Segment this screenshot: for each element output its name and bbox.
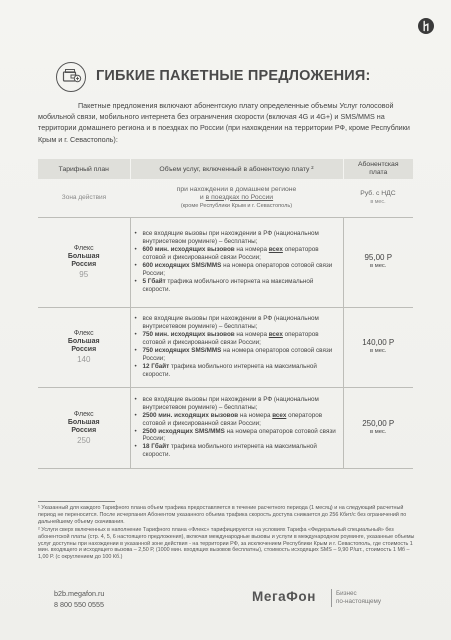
zone-line-2-link: в поездках по России bbox=[205, 193, 274, 201]
plan-name-cell bbox=[38, 387, 130, 468]
list-item: • 600 исходящих SMS/MMS на номера операторов сотовой связи России; bbox=[134, 262, 339, 278]
plan-period: в мес. bbox=[370, 263, 387, 269]
plan-name-line-2: Россия bbox=[71, 261, 97, 268]
zone-description bbox=[130, 179, 343, 217]
list-item: • 750 мин. исходящих вызовов на номера всех операторов сотовой и фиксированной связи России; bbox=[134, 331, 339, 347]
plan-name-cell bbox=[38, 307, 130, 387]
plans-table bbox=[38, 159, 413, 469]
zone-row bbox=[38, 179, 413, 217]
plan-name-line-1: Большая bbox=[67, 253, 100, 260]
zone-label: Зона действия bbox=[61, 194, 107, 202]
plan-features-cell bbox=[130, 307, 343, 387]
feature-list bbox=[134, 315, 339, 379]
plan-features-cell bbox=[130, 217, 343, 307]
plan-price-cell bbox=[343, 387, 413, 468]
intro-paragraph: Пакетные предложения включают абонентскую плату определенные объемы Услуг голосовой мобильной связи, мобильного интернета без ограничения скорости (включая 4G и 4G+) и SMS/MMS на территории домашнего региона и в поездках по России (при нахождении на территории РФ, кроме Республики Крым и г. Севастополь): bbox=[38, 101, 410, 144]
wallet-icon bbox=[56, 62, 86, 92]
fee-unit: Руб. с НДС bbox=[360, 189, 396, 197]
list-item: • 18 Гбайт трафика мобильного интернета на максимальной скорости. bbox=[134, 443, 339, 459]
plan-number: 250 bbox=[77, 435, 91, 445]
plan-name-line-1: Большая bbox=[67, 338, 100, 345]
plan-name-line-1: Большая bbox=[67, 418, 100, 426]
plan-price: 250,00 Р bbox=[362, 418, 395, 428]
plan-prefix: Флекс bbox=[73, 330, 94, 337]
tagline-line-1: Бизнес bbox=[336, 590, 357, 597]
zone-line-3: (кроме Республики Крым и г. Севастополь) bbox=[180, 202, 293, 209]
col-services-header: Объем услуг, включенный в абонентскую плату ² bbox=[130, 159, 343, 179]
list-item: • 12 Гбайт трафика мобильного интернета на максимальной скорости. bbox=[134, 363, 339, 379]
col-plan-header: Тарифный план bbox=[38, 159, 130, 179]
plan-price: 140,00 Р bbox=[362, 338, 395, 347]
feature-list bbox=[134, 230, 339, 294]
plan-price: 95,00 Р bbox=[364, 253, 393, 262]
contacts bbox=[54, 588, 104, 610]
footnote-divider bbox=[38, 501, 115, 502]
plan-period: в мес. bbox=[370, 428, 387, 435]
col-fee-header bbox=[343, 159, 413, 179]
brand-tagline bbox=[336, 590, 381, 606]
table-header-row bbox=[38, 159, 413, 179]
plan-prefix: Флекс bbox=[73, 245, 94, 252]
plan-prefix: Флекс bbox=[73, 410, 94, 418]
brand-divider bbox=[331, 589, 332, 607]
plan-features-cell bbox=[130, 387, 343, 468]
col-fee-line-2: плата bbox=[369, 169, 388, 176]
footnote-2: ² Услуги сверх включенных в наполнение Тарифного плана «Флекс» тарифицируются на условиях Тарифа «Федеральный специальный» без абонентской платы (стр. 4, 5, 6 настоящего предложения), включая международные вызовы и услуги в международном роуминге, указанные объемы услуг доступны при нахождении в указанной зоне действия - на территории РФ, за исключением Республики Крым и г. Севастополь, где стоимость 1 мин. входящего и исходящего вызова – 2,50 Р, (1000 мин. входящих вызовов бесплатны), стоимость исходящих SMS – 9,90 Р/шт., стоимость 1 Мб – 1,00 Р. (с округлением до 100 Кб.) bbox=[38, 526, 415, 561]
section-header bbox=[56, 62, 396, 92]
plan-price-cell bbox=[343, 307, 413, 387]
list-item: • 5 Гбайт трафика мобильного интернета на максимальной скорости. bbox=[134, 278, 339, 294]
table-row bbox=[38, 307, 413, 387]
zone-line-1: при нахождении в домашнем регионе bbox=[176, 185, 297, 193]
table-bottom-rule bbox=[38, 468, 413, 469]
phone-number[interactable]: 8 800 550 0555 bbox=[54, 600, 104, 609]
website-link[interactable]: b2b.megafon.ru bbox=[54, 589, 105, 598]
plan-name-cell bbox=[38, 217, 130, 307]
footnotes bbox=[38, 505, 418, 562]
table-row bbox=[38, 217, 413, 307]
plan-name-line-2: Россия bbox=[71, 346, 97, 353]
footnote-1: ¹ Указанный для каждого Тарифного плана объем трафика предоставляется в течение расчетного периода (1 месяц) и на следующий расчетный период не переносится. После исчерпания Абонентом указанного объема трафика скорость доступа снижается до 256 Кбит/с без ограничений по дальнейшему объему скачивания. bbox=[38, 505, 407, 525]
brand-logo-text: МегаФон bbox=[252, 589, 317, 604]
page-title: ГИБКИЕ ПАКЕТНЫЕ ПРЕДЛОЖЕНИЯ: bbox=[96, 68, 371, 84]
feature-list bbox=[134, 396, 339, 460]
plan-price-cell bbox=[343, 217, 413, 307]
table-row bbox=[38, 387, 413, 468]
fee-unit-cell bbox=[343, 179, 413, 217]
plan-period: в мес. bbox=[370, 348, 387, 354]
plan-number: 140 bbox=[77, 355, 91, 364]
list-item: • 600 мин. исходящих вызовов на номера всех операторов сотовой и фиксированной связи России; bbox=[134, 246, 339, 262]
col-fee-line-1: Абонентская bbox=[357, 161, 399, 168]
list-item: • все входящие вызовы при нахождении в РФ (национальном внутрисетевом роуминге) – бесплатны; bbox=[134, 230, 339, 246]
list-item: • все входящие вызовы при нахождении в РФ (национальном внутрисетевом роуминге) – бесплатны; bbox=[134, 396, 339, 412]
list-item: • 2500 исходящих SMS/MMS на номера операторов сотовой связи России; bbox=[134, 428, 339, 444]
list-item: • все входящие вызовы при нахождении в РФ (национальном внутрисетевом роуминге) – бесплатны; bbox=[134, 315, 339, 331]
fee-period: в мес. bbox=[370, 198, 386, 205]
zone-line-2-pre: и bbox=[199, 193, 206, 201]
plan-name-line-2: Россия bbox=[71, 426, 97, 434]
list-item: • 750 исходящих SMS/MMS на номера операторов сотовой связи России; bbox=[134, 347, 339, 363]
tagline-line-2: по-настоящему bbox=[336, 598, 382, 605]
list-item: • 2500 мин. исходящих вызовов на номера всех операторов сотовой и фиксированной связи России; bbox=[134, 412, 339, 428]
megafon-logo-icon bbox=[418, 18, 434, 34]
plan-number: 95 bbox=[79, 270, 89, 279]
